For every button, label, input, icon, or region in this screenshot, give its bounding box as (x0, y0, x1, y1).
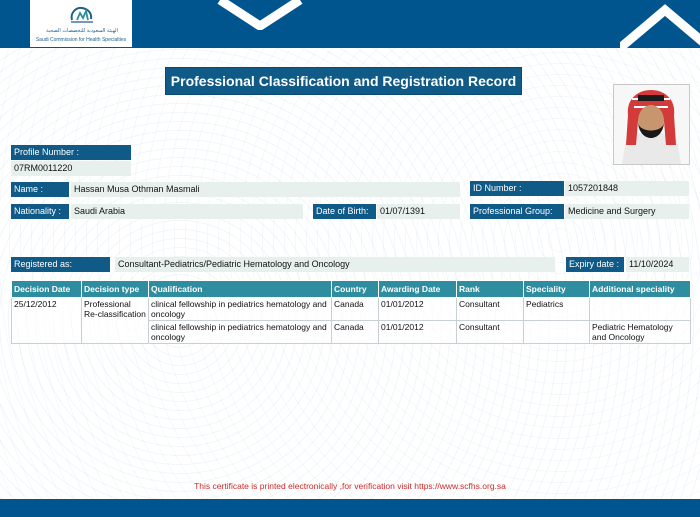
column-header: Additional speciality (590, 281, 691, 298)
rank-cell: Consultant (457, 298, 524, 321)
column-header: Country (332, 281, 379, 298)
speciality-cell (524, 321, 590, 344)
country-cell: Canada (332, 298, 379, 321)
table-header-row (12, 281, 691, 298)
professional-group-value: Medicine and Surgery (565, 204, 689, 219)
chevron-decoration-icon (620, 0, 700, 48)
name-value: Hassan Musa Othman Masmali (71, 182, 460, 197)
scfhs-logo (30, 0, 132, 47)
awarding-date-cell: 01/01/2012 (379, 321, 457, 344)
scfhs-logo-icon (68, 4, 96, 26)
dob-label: Date of Birth: (313, 204, 376, 219)
classification-table (11, 280, 691, 344)
profile-number-value: 07RM0011220 (11, 161, 131, 176)
additional-speciality-cell (590, 298, 691, 321)
decision-type-cell: Professional Re-classification (82, 298, 149, 344)
qualification-cell: clinical fellowship in pediatrics hematology and oncology (149, 321, 332, 344)
country-cell: Canada (332, 321, 379, 344)
expiry-date-value: 11/10/2024 (626, 257, 689, 272)
column-header: Qualification (149, 281, 332, 298)
column-header: Awarding Date (379, 281, 457, 298)
profile-number-label: Profile Number : (11, 145, 131, 160)
person-photo (613, 84, 690, 165)
bottom-banner (0, 499, 700, 517)
registered-as-label: Registered as: (11, 257, 110, 272)
expiry-date-label: Expiry date : (566, 257, 624, 272)
rank-cell: Consultant (457, 321, 524, 344)
name-label: Name : (11, 182, 69, 197)
professional-group-label: Professional Group: (470, 204, 564, 219)
awarding-date-cell: 01/01/2012 (379, 298, 457, 321)
dob-value: 01/07/1391 (377, 204, 460, 219)
nationality-label: Nationality : (11, 204, 69, 219)
logo-arabic-text: الهيئة السعودية للتخصصات الصحية (46, 28, 118, 34)
chevron-decoration-icon (215, 0, 305, 30)
qualification-cell: clinical fellowship in pediatrics hematology and oncology (149, 298, 332, 321)
table-row (12, 298, 691, 321)
registered-as-value: Consultant-Pediatrics/Pediatric Hematology and Oncology (115, 257, 555, 272)
verification-note: This certificate is printed electronically ,for verification visit https://www.scfhs.org.sa (194, 481, 506, 491)
column-header: Decision type (82, 281, 149, 298)
id-number-value: 1057201848 (565, 181, 689, 196)
page-title: Professional Classification and Registration Record (165, 67, 522, 95)
decision-date-cell: 25/12/2012 (12, 298, 82, 344)
column-header: Decision Date (12, 281, 82, 298)
logo-english-text: Saudi Commission for Health Specialties (35, 37, 127, 43)
column-header: Rank (457, 281, 524, 298)
column-header: Speciality (524, 281, 590, 298)
additional-speciality-cell: Pediatric Hematology and Oncology (590, 321, 691, 344)
id-number-label: ID Number : (470, 181, 564, 196)
speciality-cell: Pediatrics (524, 298, 590, 321)
nationality-value: Saudi Arabia (71, 204, 303, 219)
